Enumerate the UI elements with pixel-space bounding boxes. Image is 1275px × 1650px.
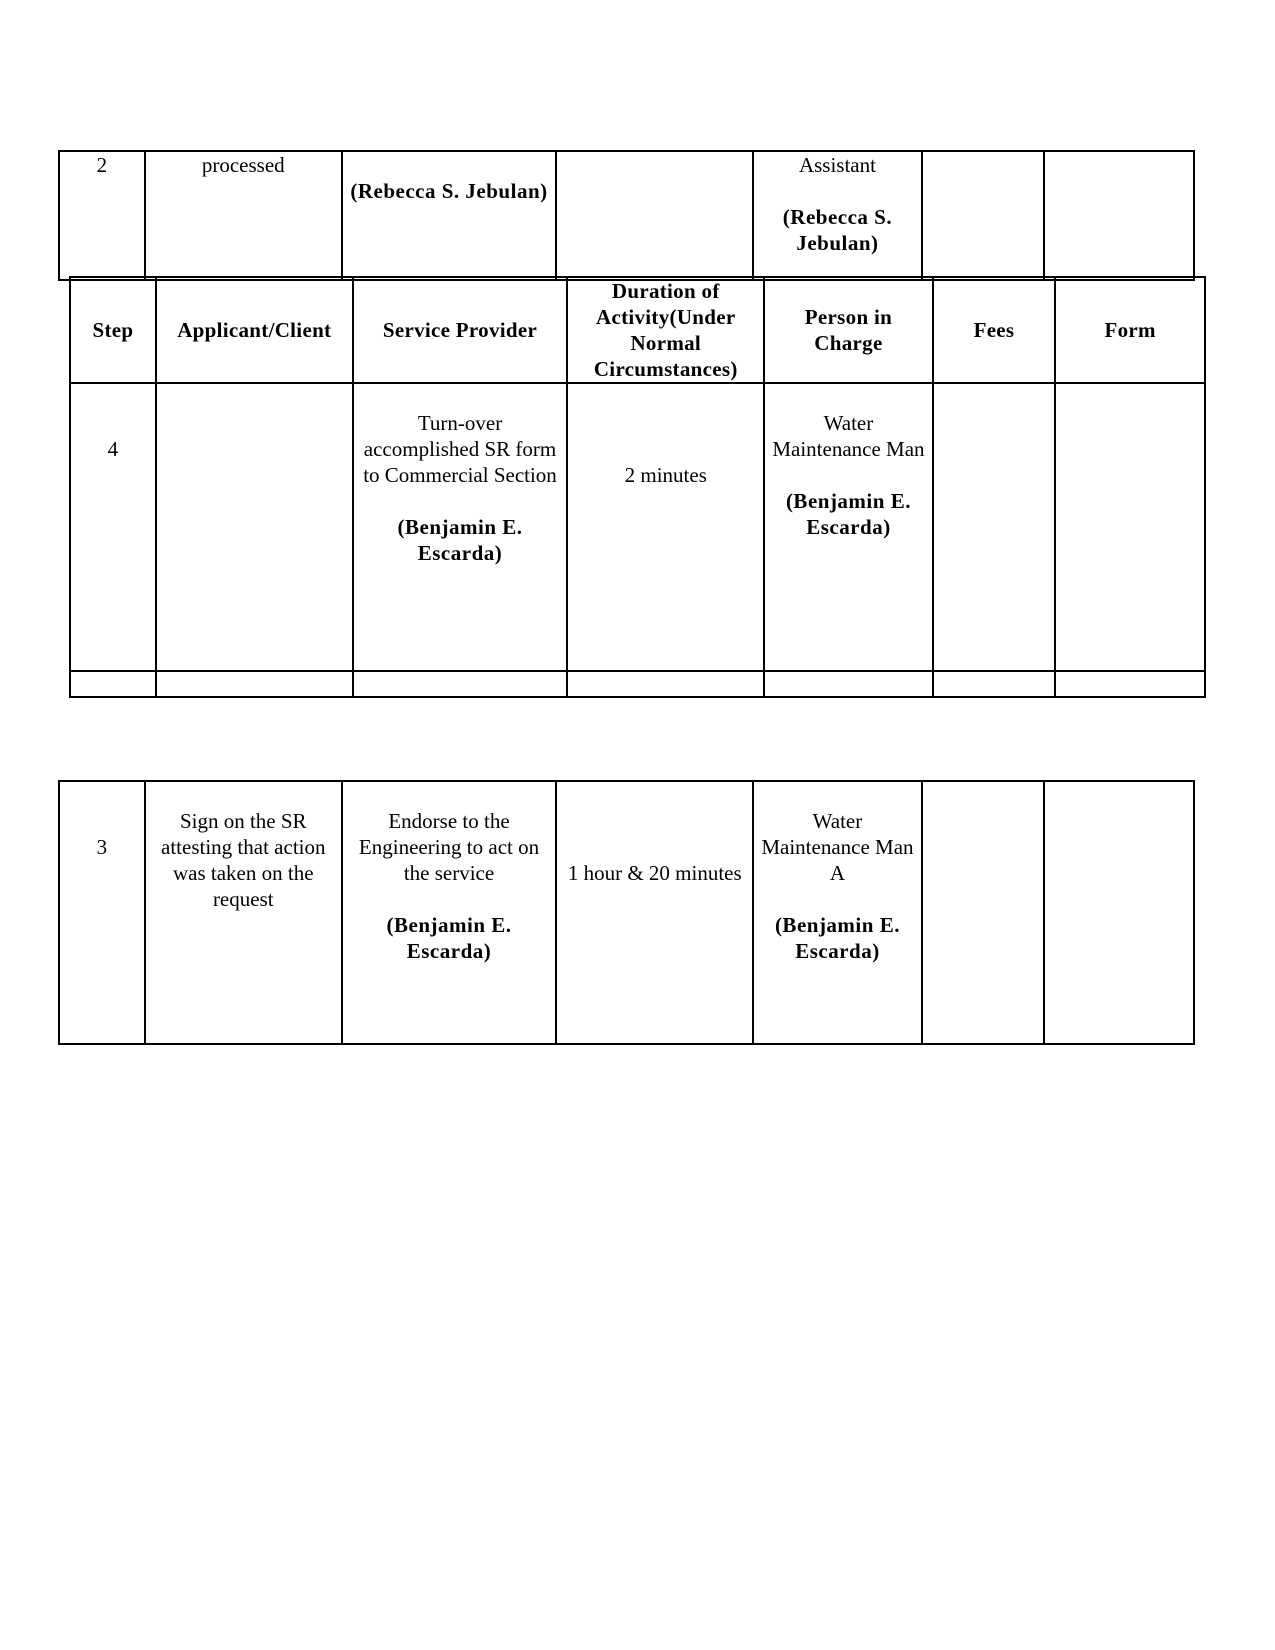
table-row [70,383,1205,671]
applicant-cell: processed [145,151,342,280]
person-role: Assistant [798,153,876,177]
applicant-text: Sign on the SR attesting that action was taken on the request [161,809,326,911]
form-cell [1044,151,1194,280]
header-form: Form [1055,277,1205,383]
provider-text: Endorse to the Engineering to act on the service [358,809,540,885]
empty-cell [70,671,156,697]
header-person: Person in Charge [764,277,933,383]
provider-name: (Benjamin E. Escarda) [386,913,512,963]
empty-cell [156,671,353,697]
header-applicant: Applicant/Client [156,277,353,383]
form-cell [1044,781,1194,1044]
step-cell: 2 [59,151,145,280]
fees-cell [933,383,1056,671]
step-number: 4 [107,437,119,461]
person-name: (Benjamin E. Escarda) [785,489,911,539]
duration-cell [556,781,753,1044]
applicant-cell [156,383,353,671]
provider-cell [353,383,568,671]
empty-cell [933,671,1056,697]
table-row [59,151,1194,280]
header-duration: Duration of Activity(Under Normal Circumstances) [567,277,764,383]
person-cell [753,151,922,280]
step-number: 3 [96,835,108,859]
person-cell [764,383,933,671]
empty-cell [567,671,764,697]
step3-table [58,780,1195,1045]
person-name: (Benjamin E. Escarda) [774,913,900,963]
form-cell [1055,383,1205,671]
header-provider: Service Provider [353,277,568,383]
person-cell [753,781,922,1044]
duration-text: 1 hour & 20 minutes [567,861,742,885]
empty-row [70,671,1205,697]
provider-text: Turn-over accomplished SR form to Commercial Section [363,411,557,487]
table-row [59,781,1194,1044]
continuation-table [58,150,1195,281]
duration-text: 2 minutes [624,463,707,487]
person-role: Water Maintenance Man A [761,809,914,885]
provider-name: (Benjamin E. Escarda) [397,515,523,565]
empty-cell [764,671,933,697]
process-table [69,276,1206,698]
person-name: (Rebecca S. Jebulan) [782,205,893,255]
provider-name: (Rebecca S. Jebulan) [350,179,548,203]
step-cell [59,781,145,1044]
step-cell [70,383,156,671]
header-row [70,277,1205,383]
provider-cell [342,151,557,280]
applicant-cell [145,781,342,1044]
header-fees: Fees [933,277,1056,383]
duration-cell [567,383,764,671]
empty-cell [353,671,568,697]
person-role: Water Maintenance Man [772,411,925,461]
fees-cell [922,781,1045,1044]
provider-cell [342,781,557,1044]
fees-cell [922,151,1045,280]
duration-cell [556,151,753,280]
empty-cell [1055,671,1205,697]
header-step: Step [70,277,156,383]
